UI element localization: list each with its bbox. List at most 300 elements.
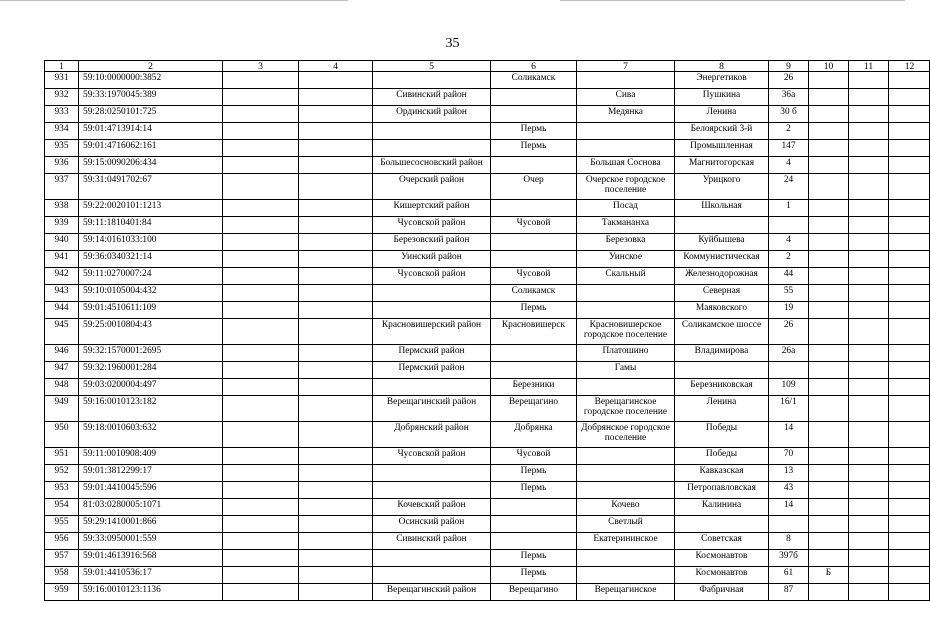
table-cell-col-6: Пермь (490, 301, 576, 318)
table-cell-col-4 (298, 344, 372, 361)
table-cell-col-10 (808, 532, 848, 549)
table-cell-col-9 (768, 361, 808, 378)
table-cell-col-4 (298, 583, 372, 600)
table-cell-col-6: Чусовой (490, 216, 576, 233)
table-cell-col-5 (372, 122, 490, 139)
column-header-8: 8 (674, 60, 768, 71)
table-cell-col-3 (222, 139, 298, 156)
column-header-2: 2 (78, 60, 222, 71)
table-cell-col-2: 59:01:4410536:17 (78, 566, 222, 583)
table-cell-col-1: 954 (44, 498, 78, 515)
table-cell-col-2: 59:29:1410001:866 (78, 515, 222, 532)
table-cell-col-12 (888, 378, 930, 395)
table-cell-col-2: 59:16:0010123:182 (78, 395, 222, 421)
table-cell-col-4 (298, 515, 372, 532)
table-cell-col-8: Калинина (674, 498, 768, 515)
table-cell-col-2: 59:03:0200004:497 (78, 378, 222, 395)
table-cell-col-1: 949 (44, 395, 78, 421)
table-cell-col-3 (222, 216, 298, 233)
column-header-12: 12 (888, 60, 930, 71)
table-cell-col-4 (298, 549, 372, 566)
table-cell-col-9: 26а (768, 344, 808, 361)
table-cell-col-10 (808, 156, 848, 173)
table-cell-col-4 (298, 447, 372, 464)
table-cell-col-10 (808, 105, 848, 122)
column-header-11: 11 (848, 60, 888, 71)
table-cell-col-3 (222, 583, 298, 600)
table-cell-col-11 (848, 549, 888, 566)
scan-artifact-line (0, 0, 348, 1)
table-cell-col-8: Куйбышева (674, 233, 768, 250)
table-cell-col-9: 2 (768, 122, 808, 139)
table-cell-col-8: Белоярский 3-й (674, 122, 768, 139)
table-cell-col-1: 947 (44, 361, 78, 378)
table-cell-col-3 (222, 498, 298, 515)
table-cell-col-3 (222, 421, 298, 447)
table-cell-col-8: Пушкина (674, 88, 768, 105)
table-cell-col-11 (848, 344, 888, 361)
table-cell-col-10 (808, 301, 848, 318)
table-cell-col-11 (848, 378, 888, 395)
table-cell-col-5: Пермский район (372, 361, 490, 378)
table-cell-col-6: Пермь (490, 481, 576, 498)
table-cell-col-6 (490, 498, 576, 515)
table-cell-col-6 (490, 88, 576, 105)
table-cell-col-7 (576, 447, 674, 464)
table-cell-col-9: 109 (768, 378, 808, 395)
table-cell-col-11 (848, 421, 888, 447)
table-cell-col-1: 959 (44, 583, 78, 600)
table-cell-col-2: 59:01:4510611:109 (78, 301, 222, 318)
column-header-3: 3 (222, 60, 298, 71)
table-cell-col-2: 59:11:0270007:24 (78, 267, 222, 284)
table-cell-col-12 (888, 250, 930, 267)
table-cell-col-1: 940 (44, 233, 78, 250)
table-cell-col-11 (848, 583, 888, 600)
table-cell-col-12 (888, 464, 930, 481)
table-cell-col-11 (848, 267, 888, 284)
table-cell-col-4 (298, 481, 372, 498)
column-header-4: 4 (298, 60, 372, 71)
register-table (44, 60, 930, 601)
table-cell-col-8: Березниковская (674, 378, 768, 395)
table-cell-col-9: 14 (768, 498, 808, 515)
table-cell-col-11 (848, 566, 888, 583)
table-cell-col-7: Такмананха (576, 216, 674, 233)
table-cell-col-2: 81:03:0280005:1071 (78, 498, 222, 515)
table-cell-col-1: 948 (44, 378, 78, 395)
table-cell-col-12 (888, 566, 930, 583)
table-cell-col-4 (298, 378, 372, 395)
table-cell-col-1: 946 (44, 344, 78, 361)
table-cell-col-6 (490, 233, 576, 250)
table-cell-col-2: 59:31:0491702:67 (78, 173, 222, 199)
table-cell-col-9: 13 (768, 464, 808, 481)
table-cell-col-10 (808, 344, 848, 361)
table-cell-col-9 (768, 515, 808, 532)
table-cell-col-9: 4 (768, 156, 808, 173)
table-cell-col-6: Чусовой (490, 267, 576, 284)
table-cell-col-8 (674, 361, 768, 378)
table-cell-col-3 (222, 88, 298, 105)
table-cell-col-6: Соликамск (490, 71, 576, 88)
table-cell-col-5 (372, 464, 490, 481)
table-cell-col-3 (222, 566, 298, 583)
table-cell-col-8: Кавказская (674, 464, 768, 481)
table-cell-col-12 (888, 498, 930, 515)
table-cell-col-11 (848, 105, 888, 122)
table-cell-col-6: Красновишерск (490, 318, 576, 344)
table-cell-col-3 (222, 156, 298, 173)
table-cell-col-9: 55 (768, 284, 808, 301)
table-cell-col-8: Энергетиков (674, 71, 768, 88)
column-header-10: 10 (808, 60, 848, 71)
table-cell-col-8: Урицкого (674, 173, 768, 199)
table-cell-col-11 (848, 122, 888, 139)
table-cell-col-12 (888, 395, 930, 421)
table-cell-col-3 (222, 284, 298, 301)
table-cell-col-10 (808, 447, 848, 464)
table-cell-col-5 (372, 378, 490, 395)
table-cell-col-11 (848, 515, 888, 532)
table-cell-col-12 (888, 139, 930, 156)
table-cell-col-7 (576, 378, 674, 395)
table-cell-col-6: Очер (490, 173, 576, 199)
table-cell-col-11 (848, 88, 888, 105)
table-cell-col-6: Добрянка (490, 421, 576, 447)
table-cell-col-6: Пермь (490, 139, 576, 156)
table-cell-col-5: Ординский район (372, 105, 490, 122)
table-cell-col-4 (298, 318, 372, 344)
table-cell-col-8: Советская (674, 532, 768, 549)
table-cell-col-10 (808, 216, 848, 233)
table-cell-col-3 (222, 464, 298, 481)
table-cell-col-7: Гамы (576, 361, 674, 378)
table-cell-col-2: 59:10:0000000:3852 (78, 71, 222, 88)
table-cell-col-7: Красновишерское городское поселение (576, 318, 674, 344)
table-cell-col-9: 26 (768, 71, 808, 88)
table-cell-col-4 (298, 216, 372, 233)
table-cell-col-1: 934 (44, 122, 78, 139)
table-cell-col-1: 939 (44, 216, 78, 233)
table-cell-col-9: 1 (768, 199, 808, 216)
table-cell-col-11 (848, 233, 888, 250)
table-cell-col-3 (222, 395, 298, 421)
table-cell-col-5 (372, 284, 490, 301)
table-cell-col-7: Очерское городское поселение (576, 173, 674, 199)
table-cell-col-2: 59:01:4613916:568 (78, 549, 222, 566)
table-cell-col-2: 59:22:0020101:1213 (78, 199, 222, 216)
table-cell-col-1: 935 (44, 139, 78, 156)
table-cell-col-11 (848, 250, 888, 267)
table-cell-col-7 (576, 71, 674, 88)
table-cell-col-6 (490, 361, 576, 378)
table-cell-col-6 (490, 344, 576, 361)
table-cell-col-1: 952 (44, 464, 78, 481)
table-cell-col-4 (298, 156, 372, 173)
table-cell-col-10 (808, 250, 848, 267)
table-cell-col-10 (808, 498, 848, 515)
table-cell-col-7: Верещагинское городское поселение (576, 395, 674, 421)
column-header-1: 1 (44, 60, 78, 71)
table-cell-col-2: 59:25:0010804:43 (78, 318, 222, 344)
table-cell-col-2: 59:18:0010603:632 (78, 421, 222, 447)
table-cell-col-3 (222, 105, 298, 122)
table-cell-col-10 (808, 481, 848, 498)
table-cell-col-2: 59:01:4716062:161 (78, 139, 222, 156)
table-cell-col-11 (848, 447, 888, 464)
table-cell-col-3 (222, 532, 298, 549)
table-cell-col-7: Верещагинское (576, 583, 674, 600)
table-cell-col-3 (222, 481, 298, 498)
table-cell-col-3 (222, 301, 298, 318)
table-cell-col-4 (298, 199, 372, 216)
table-cell-col-12 (888, 216, 930, 233)
table-cell-col-4 (298, 71, 372, 88)
table-cell-col-10 (808, 549, 848, 566)
table-cell-col-2: 59:01:4410045:596 (78, 481, 222, 498)
table-cell-col-9: 2 (768, 250, 808, 267)
table-cell-col-5 (372, 301, 490, 318)
table-cell-col-4 (298, 464, 372, 481)
table-cell-col-8: Маяковского (674, 301, 768, 318)
table-cell-col-12 (888, 301, 930, 318)
table-cell-col-12 (888, 71, 930, 88)
table-cell-col-3 (222, 378, 298, 395)
table-cell-col-5 (372, 549, 490, 566)
table-cell-col-2: 59:14:0161033:100 (78, 233, 222, 250)
table-cell-col-8: Победы (674, 447, 768, 464)
table-cell-col-11 (848, 139, 888, 156)
table-cell-col-7: Сива (576, 88, 674, 105)
table-cell-col-1: 951 (44, 447, 78, 464)
table-cell-col-9: 87 (768, 583, 808, 600)
table-cell-col-12 (888, 267, 930, 284)
table-cell-col-11 (848, 532, 888, 549)
table-cell-col-11 (848, 361, 888, 378)
table-cell-col-8: Коммунистическая (674, 250, 768, 267)
table-cell-col-7 (576, 464, 674, 481)
table-cell-col-1: 942 (44, 267, 78, 284)
column-header-6: 6 (490, 60, 576, 71)
table-cell-col-5: Верещагинский район (372, 583, 490, 600)
table-cell-col-1: 943 (44, 284, 78, 301)
table-cell-col-3 (222, 122, 298, 139)
table-cell-col-7: Скальный (576, 267, 674, 284)
table-cell-col-12 (888, 199, 930, 216)
table-cell-col-4 (298, 421, 372, 447)
table-cell-col-11 (848, 301, 888, 318)
table-cell-col-8: Космонавтов (674, 549, 768, 566)
table-cell-col-7: Платошино (576, 344, 674, 361)
table-cell-col-3 (222, 549, 298, 566)
table-cell-col-4 (298, 105, 372, 122)
table-cell-col-4 (298, 173, 372, 199)
table-cell-col-4 (298, 284, 372, 301)
table-cell-col-8: Северная (674, 284, 768, 301)
table-cell-col-1: 956 (44, 532, 78, 549)
table-cell-col-10 (808, 284, 848, 301)
table-cell-col-10 (808, 88, 848, 105)
table-cell-col-5: Красновишерский район (372, 318, 490, 344)
table-cell-col-9: 147 (768, 139, 808, 156)
table-cell-col-1: 933 (44, 105, 78, 122)
table-cell-col-9: 26 (768, 318, 808, 344)
table-cell-col-12 (888, 421, 930, 447)
table-cell-col-1: 955 (44, 515, 78, 532)
table-cell-col-12 (888, 105, 930, 122)
table-cell-col-2: 59:01:4713914:14 (78, 122, 222, 139)
table-cell-col-5: Большесосновский район (372, 156, 490, 173)
table-cell-col-5: Добрянский район (372, 421, 490, 447)
table-cell-col-1: 937 (44, 173, 78, 199)
table-cell-col-5: Сивинский район (372, 532, 490, 549)
table-cell-col-9: 44 (768, 267, 808, 284)
table-cell-col-6: Верещагино (490, 395, 576, 421)
table-cell-col-9: 36а (768, 88, 808, 105)
table-cell-col-6: Пермь (490, 122, 576, 139)
table-cell-col-7 (576, 566, 674, 583)
table-cell-col-9: 397б (768, 549, 808, 566)
table-cell-col-8: Магнитогорская (674, 156, 768, 173)
table-cell-col-2: 59:10:0105004:432 (78, 284, 222, 301)
table-cell-col-5: Чусовской район (372, 267, 490, 284)
table-cell-col-7: Добрянское городское поселение (576, 421, 674, 447)
column-header-9: 9 (768, 60, 808, 71)
table-cell-col-11 (848, 318, 888, 344)
table-cell-col-6: Верещагино (490, 583, 576, 600)
table-cell-col-9: 19 (768, 301, 808, 318)
table-border-bottom (44, 600, 930, 601)
table-cell-col-1: 950 (44, 421, 78, 447)
table-cell-col-3 (222, 233, 298, 250)
table-cell-col-2: 59:15:0090206:434 (78, 156, 222, 173)
table-cell-col-3 (222, 447, 298, 464)
table-cell-col-2: 59:32:1570001:2695 (78, 344, 222, 361)
table-cell-col-6: Пермь (490, 566, 576, 583)
table-cell-col-4 (298, 361, 372, 378)
table-cell-col-6 (490, 156, 576, 173)
table-cell-col-3 (222, 361, 298, 378)
column-header-5: 5 (372, 60, 490, 71)
table-cell-col-3 (222, 250, 298, 267)
table-cell-col-12 (888, 173, 930, 199)
table-cell-col-6: Пермь (490, 549, 576, 566)
table-cell-col-8: Космонавтов (674, 566, 768, 583)
table-cell-col-7: Березовка (576, 233, 674, 250)
table-cell-col-5 (372, 139, 490, 156)
table-cell-col-5 (372, 566, 490, 583)
table-cell-col-7 (576, 549, 674, 566)
table-cell-col-12 (888, 318, 930, 344)
table-cell-col-11 (848, 156, 888, 173)
table-cell-col-1: 944 (44, 301, 78, 318)
table-cell-col-11 (848, 173, 888, 199)
table-cell-col-4 (298, 88, 372, 105)
table-cell-col-4 (298, 498, 372, 515)
table-cell-col-9: 30 б (768, 105, 808, 122)
table-cell-col-7 (576, 122, 674, 139)
table-cell-col-2: 59:28:0250101:725 (78, 105, 222, 122)
table-cell-col-11 (848, 481, 888, 498)
table-cell-col-4 (298, 250, 372, 267)
table-cell-col-10 (808, 139, 848, 156)
table-cell-col-9: 43 (768, 481, 808, 498)
table-cell-col-7 (576, 481, 674, 498)
table-cell-col-3 (222, 515, 298, 532)
table-cell-col-6 (490, 199, 576, 216)
table-cell-col-3 (222, 344, 298, 361)
scan-artifact-line (560, 0, 905, 1)
table-cell-col-5: Очерский район (372, 173, 490, 199)
table-cell-col-10 (808, 464, 848, 481)
table-cell-col-8: Петропавловская (674, 481, 768, 498)
table-cell-col-10 (808, 233, 848, 250)
table-cell-col-1: 938 (44, 199, 78, 216)
table-cell-col-10: Б (808, 566, 848, 583)
table-cell-col-12 (888, 532, 930, 549)
table-cell-col-8: Победы (674, 421, 768, 447)
table-cell-col-10 (808, 199, 848, 216)
table-cell-col-4 (298, 566, 372, 583)
table-cell-col-7: Посад (576, 199, 674, 216)
table-cell-col-10 (808, 71, 848, 88)
table-cell-col-1: 932 (44, 88, 78, 105)
table-cell-col-11 (848, 464, 888, 481)
table-cell-col-2: 59:16:0010123:1136 (78, 583, 222, 600)
table-cell-col-5: Уинский район (372, 250, 490, 267)
table-cell-col-8: Фабричная (674, 583, 768, 600)
table-cell-col-3 (222, 71, 298, 88)
table-cell-col-12 (888, 515, 930, 532)
table-cell-col-8 (674, 216, 768, 233)
table-cell-col-6 (490, 105, 576, 122)
table-cell-col-11 (848, 199, 888, 216)
table-cell-col-11 (848, 216, 888, 233)
table-cell-col-4 (298, 233, 372, 250)
table-cell-col-8: Владимирова (674, 344, 768, 361)
table-cell-col-3 (222, 318, 298, 344)
table-cell-col-7: Уинское (576, 250, 674, 267)
table-cell-col-12 (888, 549, 930, 566)
table-cell-col-12 (888, 583, 930, 600)
table-cell-col-5 (372, 481, 490, 498)
table-cell-col-11 (848, 284, 888, 301)
table-cell-col-4 (298, 139, 372, 156)
table-cell-col-11 (848, 498, 888, 515)
table-cell-col-5: Сивинский район (372, 88, 490, 105)
table-cell-col-12 (888, 344, 930, 361)
table-cell-col-10 (808, 267, 848, 284)
table-cell-col-12 (888, 447, 930, 464)
table-cell-col-8: Железнодорожная (674, 267, 768, 284)
table-cell-col-9: 16/1 (768, 395, 808, 421)
column-header-7: 7 (576, 60, 674, 71)
table-cell-col-9: 4 (768, 233, 808, 250)
table-cell-col-5 (372, 71, 490, 88)
table-cell-col-3 (222, 267, 298, 284)
table-cell-col-1: 953 (44, 481, 78, 498)
table-cell-col-7: Медянка (576, 105, 674, 122)
table-cell-col-6 (490, 250, 576, 267)
table-cell-col-12 (888, 361, 930, 378)
table-cell-col-4 (298, 122, 372, 139)
table-cell-col-11 (848, 395, 888, 421)
table-cell-col-12 (888, 88, 930, 105)
table-cell-col-9: 8 (768, 532, 808, 549)
table-cell-col-8: Промышленная (674, 139, 768, 156)
table-cell-col-10 (808, 583, 848, 600)
